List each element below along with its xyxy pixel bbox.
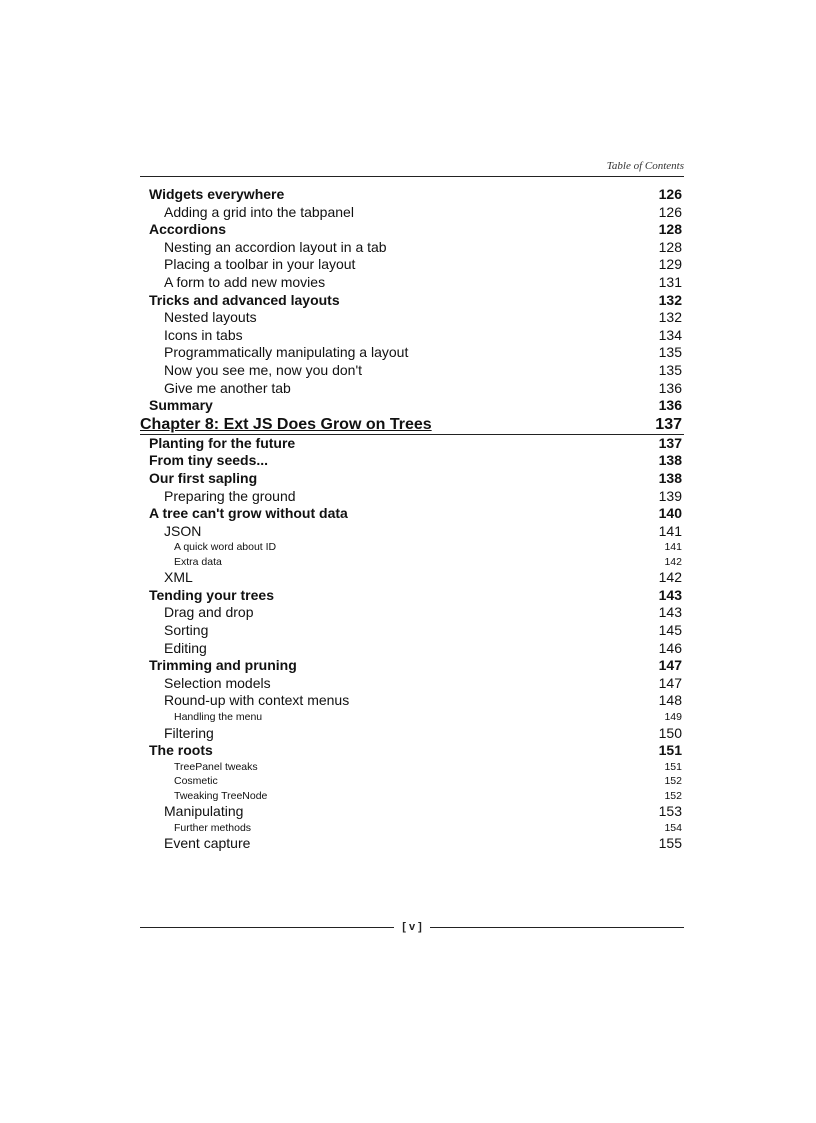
toc-subsection-entry <box>140 675 684 693</box>
toc-section-entry <box>140 657 684 675</box>
toc-entry-page: 139 <box>658 487 682 504</box>
toc-entry-title: Our first sapling <box>149 469 258 486</box>
toc-section-entry <box>140 221 684 239</box>
toc-entry-title: Icons in tabs <box>164 326 243 343</box>
toc-entry-title: Trimming and pruning <box>149 657 297 674</box>
toc-chapter-entry <box>140 415 684 435</box>
toc-entry-title: Extra data <box>174 555 222 568</box>
toc-entry-title: Placing a toolbar in your layout <box>164 256 356 273</box>
toc-subsection-entry <box>140 274 684 292</box>
toc-entry-title: Handling the menu <box>174 711 263 724</box>
toc-entry-title: From tiny seeds... <box>149 452 269 469</box>
toc-entry-page: 145 <box>658 622 682 639</box>
toc-entry-title: Round-up with context menus <box>164 692 350 709</box>
toc-subsubsection-entry <box>140 821 684 836</box>
toc-entry-page: 141 <box>664 541 682 554</box>
toc-entry-title: Accordions <box>149 221 227 238</box>
toc-entry-title: A form to add new movies <box>164 273 326 290</box>
toc-entry-page: 155 <box>658 835 682 852</box>
toc-subsection-entry <box>140 569 684 587</box>
toc-entry-title: Selection models <box>164 674 271 691</box>
toc-subsection-entry <box>140 488 684 506</box>
toc-subsection-entry <box>140 725 684 743</box>
toc-entry-page: 147 <box>658 674 682 691</box>
toc-subsection-entry <box>140 835 684 853</box>
toc-entry-page: 147 <box>658 657 682 674</box>
toc-entry-page: 153 <box>658 803 682 820</box>
page-footer <box>140 921 684 933</box>
toc-entry-page: 151 <box>658 742 682 759</box>
toc-entry-title: Adding a grid into the tabpanel <box>164 203 354 220</box>
toc-entry-page: 137 <box>658 434 682 451</box>
toc-subsection-entry <box>140 309 684 327</box>
toc-entry-title: Manipulating <box>164 803 244 820</box>
toc-subsection-entry <box>140 362 684 380</box>
toc-subsection-entry <box>140 692 684 710</box>
toc-entry-title: Drag and drop <box>164 604 254 621</box>
toc-entry-title: Nested layouts <box>164 309 257 326</box>
toc-subsection-entry <box>140 256 684 274</box>
toc-entry-page: 150 <box>658 724 682 741</box>
toc-section-entry <box>140 505 684 523</box>
toc-subsection-entry <box>140 239 684 257</box>
toc-section-entry <box>140 292 684 310</box>
toc-entry-page: 141 <box>658 522 682 539</box>
toc-entry-page: 134 <box>658 326 682 343</box>
toc-subsection-entry <box>140 344 684 362</box>
toc-entry-page: 136 <box>658 379 682 396</box>
toc-entry-title: Filtering <box>164 724 214 741</box>
header-rule <box>140 176 684 177</box>
toc-entry-page: 129 <box>658 256 682 273</box>
toc-entry-page: 146 <box>658 639 682 656</box>
page-number: [ v ] <box>402 921 422 933</box>
toc-entry-title: A quick word about ID <box>174 541 277 554</box>
toc-subsection-entry <box>140 204 684 222</box>
toc-subsubsection-entry <box>140 774 684 789</box>
toc-entry-title: Editing <box>164 639 207 656</box>
toc-entry-page: 138 <box>658 469 682 486</box>
toc-section-entry <box>140 742 684 760</box>
footer-rule-left <box>140 927 394 928</box>
toc-entry-title: Programmatically manipulating a layout <box>164 344 409 361</box>
toc-entry-title: Event capture <box>164 835 251 852</box>
toc-entry-title: Widgets everywhere <box>149 186 285 202</box>
toc-entry-title: Chapter 8: Ext JS Does Grow on Trees <box>140 415 432 433</box>
toc-section-entry <box>140 587 684 605</box>
toc-entry-page: 132 <box>658 291 682 308</box>
toc-subsection-entry <box>140 803 684 821</box>
toc-entry-title: Cosmetic <box>174 775 218 788</box>
toc-subsection-entry <box>140 640 684 658</box>
toc-entry-page: 126 <box>658 203 682 220</box>
toc-entry-page: 154 <box>664 821 682 834</box>
toc-entry-title: The roots <box>149 742 213 759</box>
toc-subsubsection-entry <box>140 555 684 570</box>
toc-entry-title: Now you see me, now you don't <box>164 361 363 378</box>
toc-entry-page: 132 <box>658 309 682 326</box>
toc-entry-page: 128 <box>658 221 682 238</box>
toc-entry-title: Nesting an accordion layout in a tab <box>164 238 387 255</box>
toc-entry-title: A tree can't grow without data <box>149 505 348 522</box>
toc-entry-page: 142 <box>664 555 682 568</box>
toc-subsection-entry <box>140 604 684 622</box>
toc-section-entry <box>140 186 684 204</box>
toc-entry-title: Tweaking TreeNode <box>174 789 268 802</box>
table-of-contents <box>140 186 684 853</box>
toc-entry-page: 143 <box>658 604 682 621</box>
toc-entry-page: 140 <box>658 505 682 522</box>
running-head: Table of Contents <box>606 160 684 172</box>
toc-entry-page: 138 <box>658 452 682 469</box>
toc-entry-title: Tending your trees <box>149 586 274 603</box>
toc-subsubsection-entry <box>140 789 684 804</box>
toc-entry-title: XML <box>164 569 193 586</box>
toc-subsection-entry <box>140 327 684 345</box>
toc-entry-page: 136 <box>658 397 682 414</box>
toc-subsubsection-entry <box>140 540 684 555</box>
toc-entry-page: 143 <box>658 586 682 603</box>
toc-entry-title: JSON <box>164 522 202 539</box>
toc-entry-title: Planting for the future <box>149 434 296 451</box>
toc-entry-page: 151 <box>664 760 682 773</box>
toc-subsubsection-entry <box>140 710 684 725</box>
toc-entry-title: Sorting <box>164 622 209 639</box>
toc-entry-page: 152 <box>664 775 682 788</box>
toc-entry-page: 152 <box>664 789 682 802</box>
toc-entry-page: 128 <box>658 238 682 255</box>
toc-subsection-entry <box>140 523 684 541</box>
toc-entry-page: 149 <box>664 711 682 724</box>
toc-entry-title: Tricks and advanced layouts <box>149 291 340 308</box>
toc-subsection-entry <box>140 622 684 640</box>
toc-entry-page: 135 <box>658 361 682 378</box>
toc-entry-title: TreePanel tweaks <box>174 760 258 773</box>
toc-entry-title: Preparing the ground <box>164 487 296 504</box>
toc-section-entry <box>140 397 684 415</box>
toc-entry-page: 135 <box>658 344 682 361</box>
toc-section-entry <box>140 435 684 453</box>
toc-entry-page: 126 <box>658 186 682 202</box>
footer-rule-right <box>430 927 684 928</box>
toc-entry-page: 142 <box>658 569 682 586</box>
toc-entry-page: 131 <box>658 273 682 290</box>
toc-section-entry <box>140 470 684 488</box>
toc-subsection-entry <box>140 380 684 398</box>
toc-entry-page: 137 <box>655 415 682 433</box>
toc-entry-page: 148 <box>658 692 682 709</box>
toc-entry-title: Summary <box>149 397 213 414</box>
toc-subsubsection-entry <box>140 760 684 775</box>
toc-entry-title: Further methods <box>174 821 252 834</box>
toc-entry-title: Give me another tab <box>164 379 291 396</box>
toc-section-entry <box>140 452 684 470</box>
